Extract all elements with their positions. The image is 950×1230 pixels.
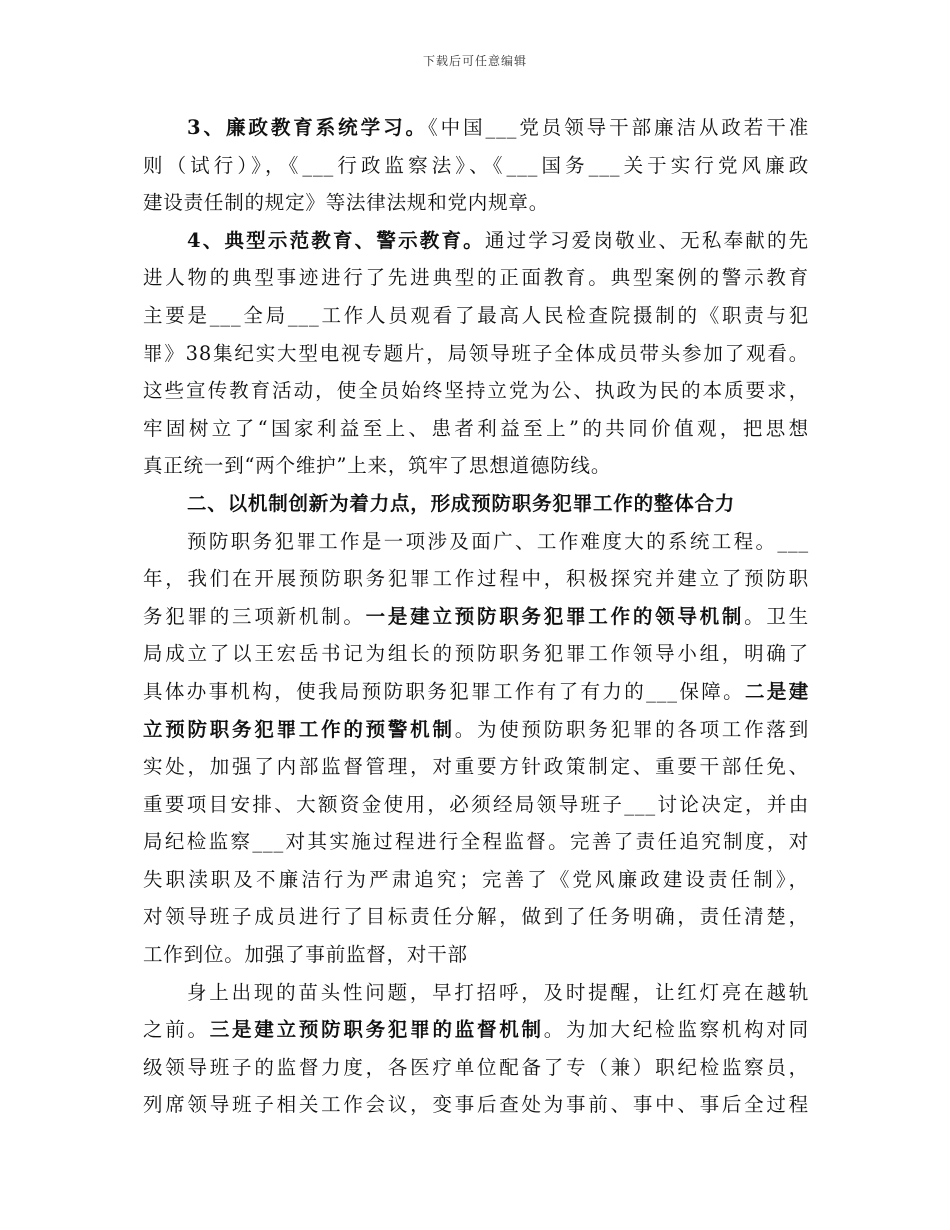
paragraph-line	[143, 372, 809, 410]
paragraph-line	[143, 823, 809, 861]
paragraph-line	[143, 974, 809, 1012]
paragraph-line	[143, 560, 809, 598]
paragraph-line	[143, 222, 809, 260]
bold-text-run: 二是建	[744, 679, 810, 703]
text-run: 对领导班子成员进行了目标责任分解，做到了任务明确，责任清楚，	[143, 905, 809, 929]
paragraph-line	[143, 711, 809, 749]
paragraph-line	[143, 598, 809, 636]
paragraph-line	[143, 1086, 809, 1124]
paragraph-line	[143, 861, 809, 899]
text-run: 局纪检监察___对其实施过程进行全程监督。完善了责任追究制度，对	[143, 830, 809, 854]
text-run: 级领导班子的监督力度，各医疗单位配备了专（兼）职纪检监察员，	[143, 1055, 809, 1079]
paragraph-line	[143, 447, 809, 485]
text-run: 则（试行）》，《___行政监察法》、《___国务___关于实行党风廉政	[143, 153, 809, 177]
text-run: 主要是___全局___工作人员观看了最高人民检查院摄制的《职责与犯	[143, 303, 809, 327]
text-run: 建设责任制的规定》等法律法规和党内规章。	[143, 191, 550, 215]
text-run: 进人物的典型事迹进行了先进典型的正面教育。典型案例的警示教育	[143, 266, 809, 290]
text-run: 重要项目安排、大额资金使用，必须经局领导班子___讨论决定，并由	[143, 792, 809, 816]
text-run: 预防职务犯罪工作是一项涉及面广、工作难度大的系统工程。___	[187, 529, 809, 553]
paragraph-line	[143, 635, 809, 673]
bold-text-run: 4、典型示范教育、警示教育。	[187, 228, 485, 252]
paragraph-line	[143, 936, 809, 974]
text-run: 通过学习爱岗敬业、无私奉献的先	[484, 228, 809, 252]
bold-text-run: 三是建立预防职务犯罪的监督机制	[209, 1018, 544, 1042]
text-run: 之前。	[143, 1018, 210, 1042]
text-run: 。为加大纪检监察机构对同	[543, 1018, 809, 1042]
text-run: 具体办事机构，使我局预防职务犯罪工作有了有力的___保障。	[143, 679, 745, 703]
paragraph-line	[143, 1011, 809, 1049]
bold-text-run: 立预防职务犯罪工作的预警机制	[143, 717, 455, 741]
text-run: 这些宣传教育活动，使全员始终坚持立党为公、执政为民的本质要求，	[143, 379, 809, 403]
paragraph-line	[143, 184, 809, 222]
text-run: 。卫生	[744, 604, 809, 628]
text-run: 年，我们在开展预防职务犯罪工作过程中，积极探究并建立了预防职	[143, 567, 809, 591]
bold-text-run: 一是建立预防职务犯罪工作的领导机制	[365, 604, 745, 628]
document-body	[143, 109, 809, 1124]
bold-text-run: 二、以机制创新为着力点，形成预防职务犯罪工作的整体合力	[187, 491, 736, 515]
text-run: 务犯罪的三项新机制。	[143, 604, 366, 628]
text-run: 罪》38集纪实大型电视专题片，局领导班子全体成员带头参加了观看。	[143, 341, 809, 365]
bold-text-run: 3、廉政教育系统学习。	[187, 116, 428, 139]
paragraph-line	[143, 786, 809, 824]
paragraph-line	[143, 147, 809, 185]
paragraph-line	[143, 673, 809, 711]
paragraph-line	[143, 109, 809, 147]
text-run: 局成立了以王宏岳书记为组长的预防职务犯罪工作领导小组，明确了	[143, 642, 809, 666]
text-run: 列席领导班子相关工作会议，变事后查处为事前、事中、事后全过程	[143, 1093, 809, 1117]
text-run: 牢固树立了“国家利益至上、患者利益至上”的共同价值观，把思想	[143, 416, 809, 440]
paragraph-line	[143, 410, 809, 448]
text-run: 实处，加强了内部监督管理，对重要方针政策制定、重要干部任免、	[143, 755, 809, 779]
paragraph-line	[143, 523, 809, 561]
paragraph-line	[143, 297, 809, 335]
text-run: 真正统一到“两个维护”上来，筑牢了思想道德防线。	[143, 454, 612, 478]
paragraph-line	[143, 1049, 809, 1087]
text-run: 身上出现的苗头性问题，早打招呼，及时提醒，让红灯亮在越轨	[187, 980, 809, 1004]
section-heading	[143, 485, 809, 523]
paragraph-line	[143, 898, 809, 936]
paragraph-line	[143, 259, 809, 297]
page-header: 下载后可任意编辑	[422, 54, 527, 68]
paragraph-line	[143, 335, 809, 373]
text-run: 失职渎职及不廉洁行为严肃追究；完善了《党风廉政建设责任制》，	[143, 867, 809, 891]
text-run: 《中国___党员领导干部廉洁从政若干准	[427, 116, 809, 139]
text-run: 。为使预防职务犯罪的各项工作落到	[454, 717, 809, 741]
text-run: 工作到位。加强了事前监督，对干部	[143, 943, 468, 967]
paragraph-line	[143, 748, 809, 786]
